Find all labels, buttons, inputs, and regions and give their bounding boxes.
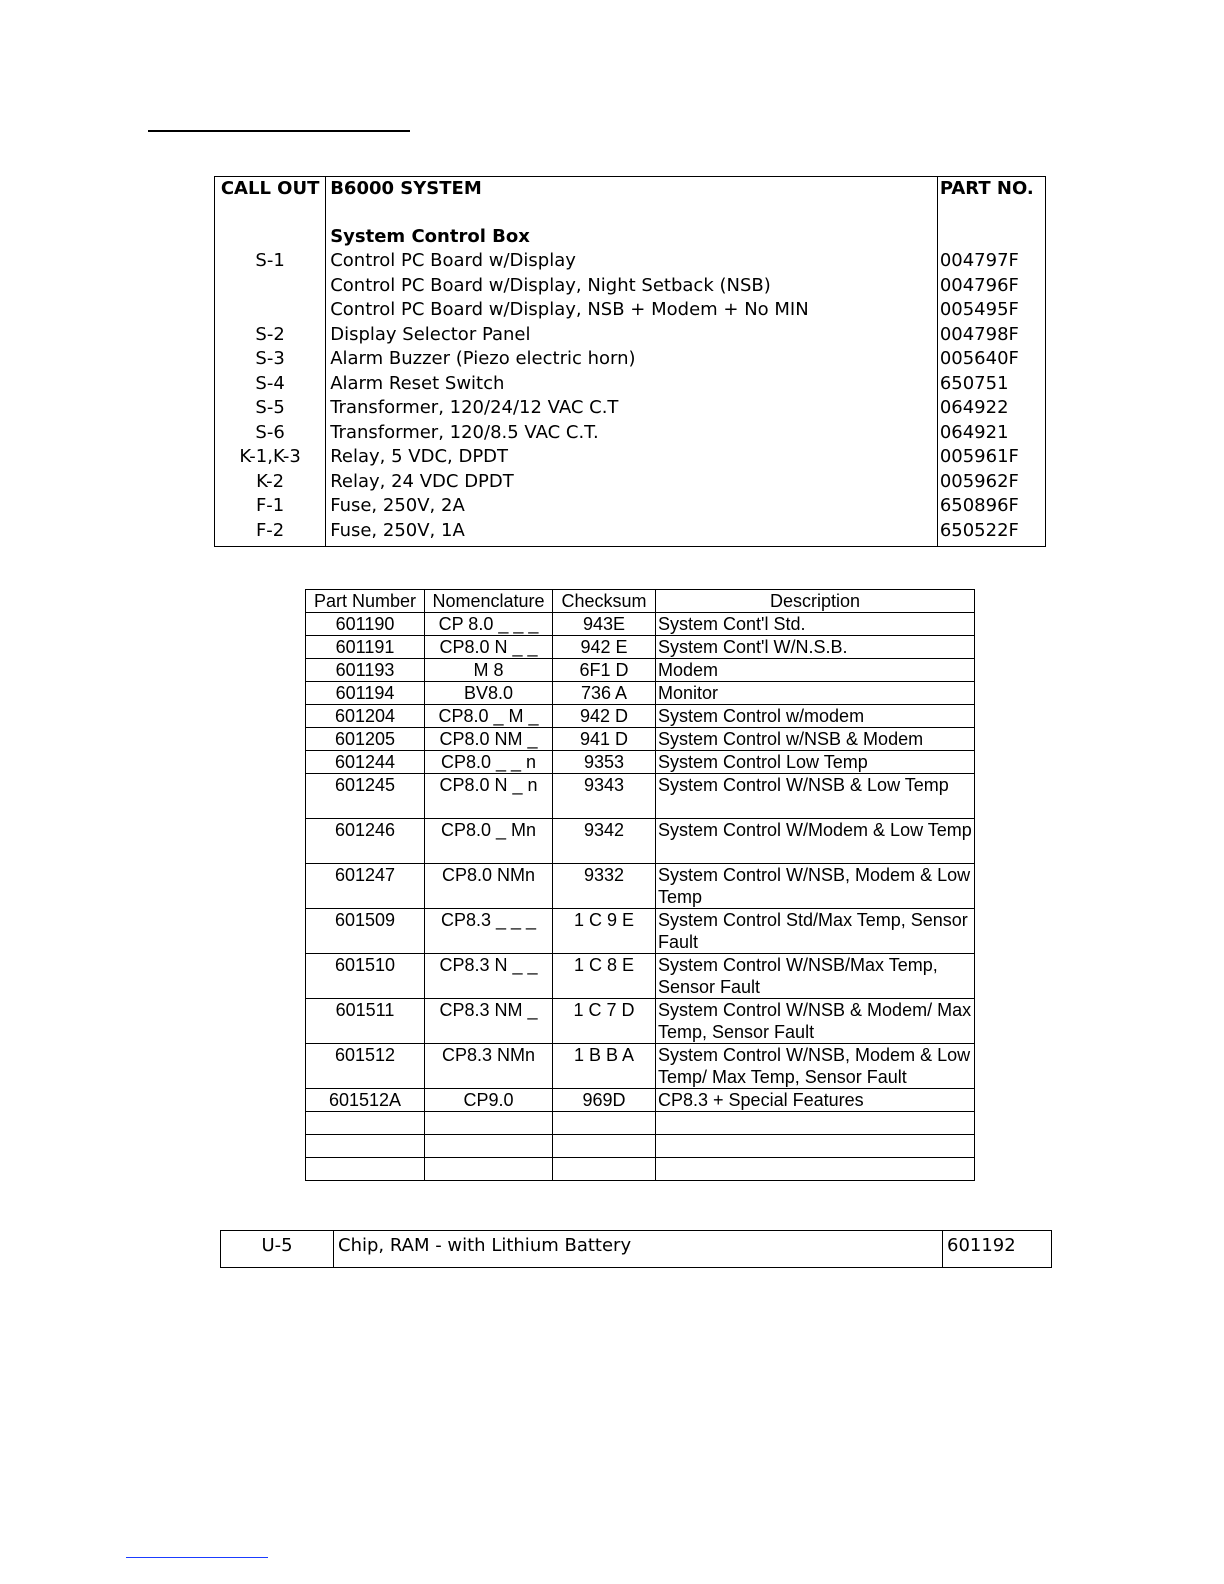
description-cell: System Control Std/Max Temp, Sensor Fault [656,909,975,954]
description-cell: Display Selector Panel [326,323,938,348]
description-cell: CP8.3 + Special Features [656,1089,975,1112]
description-cell: System Control W/NSB/Max Temp, Sensor Fault [656,954,975,999]
table-row [306,954,975,999]
description-cell: Transformer, 120/8.5 VAC C.T. [326,421,938,446]
table-row [215,298,1046,323]
footer-link-underline [126,1557,268,1558]
checksum-cell: 9342 [553,819,656,864]
table-row [215,347,1046,372]
nomenclature-cell: CP9.0 [425,1089,553,1112]
part-number-cell: 601191 [306,636,425,659]
system-table-header-row [215,177,1046,205]
system-header: B6000 SYSTEM [326,177,938,205]
part-number-cell: 601194 [306,682,425,705]
nomenclature-cell: CP8.3 NM _ [425,999,553,1044]
checksum-cell: 941 D [553,728,656,751]
callout-cell: S-1 [215,249,326,274]
nomenclature-cell: CP8.0 NM _ [425,728,553,751]
description-cell: Control PC Board w/Display [326,249,938,274]
table-row [306,1089,975,1112]
part-number-cell: 650522F [937,519,1045,547]
checksum-cell: 1 C 8 E [553,954,656,999]
part-number-cell: 601205 [306,728,425,751]
callout-cell [215,298,326,323]
section-title: System Control Box [326,225,938,250]
checksum-cell: 942 E [553,636,656,659]
description-cell: Alarm Reset Switch [326,372,938,397]
part-number-cell: 650896F [937,494,1045,519]
part-number-cell: 601510 [306,954,425,999]
table-row [306,659,975,682]
description-cell: System Control W/NSB, Modem & Low Temp/ Max Temp, Sensor Fault [656,1044,975,1089]
checksum-header: Checksum [553,590,656,613]
nomenclature-cell: M 8 [425,659,553,682]
part-number-cell: 005961F [937,445,1045,470]
checksum-cell: 1 B B A [553,1044,656,1089]
checksum-cell: 9332 [553,864,656,909]
description-cell: System Control w/modem [656,705,975,728]
part-number-cell: 601512 [306,1044,425,1089]
nomenclature-cell: CP 8.0 _ _ _ [425,613,553,636]
table-row [306,864,975,909]
table-row [215,445,1046,470]
nomenclature-cell: CP8.3 NMn [425,1044,553,1089]
ram-callout: U-5 [221,1231,334,1268]
table-row [215,274,1046,299]
ram-description: Chip, RAM - with Lithium Battery [334,1231,943,1268]
callout-cell: K-1,K-3 [215,445,326,470]
blank-row [306,1112,975,1135]
part-number-cell: 601245 [306,774,425,819]
table-row [306,705,975,728]
part-number-cell: 601244 [306,751,425,774]
nomenclature-cell: CP8.3 N _ _ [425,954,553,999]
nomenclature-cell: CP8.0 N _ n [425,774,553,819]
part-number-cell: 005495F [937,298,1045,323]
part-number-cell: 650751 [937,372,1045,397]
description-cell: System Control W/NSB & Modem/ Max Temp, Sensor Fault [656,999,975,1044]
title-underline [148,130,410,132]
checksum-table [305,589,975,1181]
table-row [306,682,975,705]
callout-cell: S-5 [215,396,326,421]
table-row [215,494,1046,519]
part-number-cell: 601247 [306,864,425,909]
table-row [215,396,1046,421]
ram-part-number: 601192 [943,1231,1052,1268]
part-number-cell: 601511 [306,999,425,1044]
part-number-cell: 601512A [306,1089,425,1112]
part-number-header: Part Number [306,590,425,613]
part-number-cell: 064921 [937,421,1045,446]
callout-cell: K-2 [215,470,326,495]
description-cell: Modem [656,659,975,682]
callout-cell: S-2 [215,323,326,348]
table-row [306,774,975,819]
description-cell: System Cont'l Std. [656,613,975,636]
nomenclature-header: Nomenclature [425,590,553,613]
part-number-cell: 601193 [306,659,425,682]
checksum-cell: 736 A [553,682,656,705]
table-row [306,1044,975,1089]
nomenclature-cell: CP8.3 _ _ _ [425,909,553,954]
description-cell: System Cont'l W/N.S.B. [656,636,975,659]
checksum-cell: 943E [553,613,656,636]
nomenclature-cell: CP8.0 N _ _ [425,636,553,659]
checksum-cell: 969D [553,1089,656,1112]
checksum-cell: 1 C 9 E [553,909,656,954]
part-number-cell: 005640F [937,347,1045,372]
table-row [306,909,975,954]
description-cell: System Control Low Temp [656,751,975,774]
part-number-cell: 004798F [937,323,1045,348]
part-number-cell: 601246 [306,819,425,864]
part-number-cell: 005962F [937,470,1045,495]
callout-cell: S-6 [215,421,326,446]
table-row [306,819,975,864]
nomenclature-cell: CP8.0 NMn [425,864,553,909]
description-cell: System Control W/NSB & Low Temp [656,774,975,819]
part-number-cell: 601509 [306,909,425,954]
description-cell: Control PC Board w/Display, Night Setback (NSB) [326,274,938,299]
checksum-cell: 942 D [553,705,656,728]
description-cell: Relay, 24 VDC DPDT [326,470,938,495]
description-header: Description [656,590,975,613]
checksum-cell: 9353 [553,751,656,774]
description-cell: System Control W/Modem & Low Temp [656,819,975,864]
description-cell: Transformer, 120/24/12 VAC C.T [326,396,938,421]
description-cell: System Control W/NSB, Modem & Low Temp [656,864,975,909]
callout-cell: S-3 [215,347,326,372]
description-cell: Fuse, 250V, 1A [326,519,938,547]
part-number-cell: 601204 [306,705,425,728]
description-cell: Alarm Buzzer (Piezo electric horn) [326,347,938,372]
table-row [306,636,975,659]
blank-row [306,1158,975,1181]
callout-cell [215,274,326,299]
description-cell: Monitor [656,682,975,705]
checksum-cell: 1 C 7 D [553,999,656,1044]
nomenclature-cell: BV8.0 [425,682,553,705]
description-cell: Relay, 5 VDC, DPDT [326,445,938,470]
table-row [215,249,1046,274]
part-number-cell: 601190 [306,613,425,636]
table-row [215,470,1046,495]
part-number-cell: 004796F [937,274,1045,299]
table-row [306,728,975,751]
nomenclature-cell: CP8.0 _ Mn [425,819,553,864]
callout-cell: F-2 [215,519,326,547]
checksum-cell: 9343 [553,774,656,819]
table-row [215,323,1046,348]
table-row [306,751,975,774]
callout-header: CALL OUT [215,177,326,205]
checksum-cell: 6F1 D [553,659,656,682]
description-cell: System Control w/NSB & Modem [656,728,975,751]
checksum-table-header-row [306,590,975,613]
spacer-row [215,205,1046,225]
table-row [306,613,975,636]
table-row [215,421,1046,446]
part-number-cell: 004797F [937,249,1045,274]
part-no-header: PART NO. [937,177,1045,205]
description-cell: Control PC Board w/Display, NSB + Modem + No MIN [326,298,938,323]
callout-cell: F-1 [215,494,326,519]
section-row [215,225,1046,250]
table-row [306,999,975,1044]
b6000-system-parts-table [214,176,1046,547]
nomenclature-cell: CP8.0 _ _ n [425,751,553,774]
table-row [215,372,1046,397]
table-row [215,519,1046,547]
part-number-cell: 064922 [937,396,1045,421]
description-cell: Fuse, 250V, 2A [326,494,938,519]
blank-row [306,1135,975,1158]
ram-chip-table [220,1230,1052,1268]
nomenclature-cell: CP8.0 _ M _ [425,705,553,728]
callout-cell: S-4 [215,372,326,397]
ram-chip-row [221,1231,1052,1268]
